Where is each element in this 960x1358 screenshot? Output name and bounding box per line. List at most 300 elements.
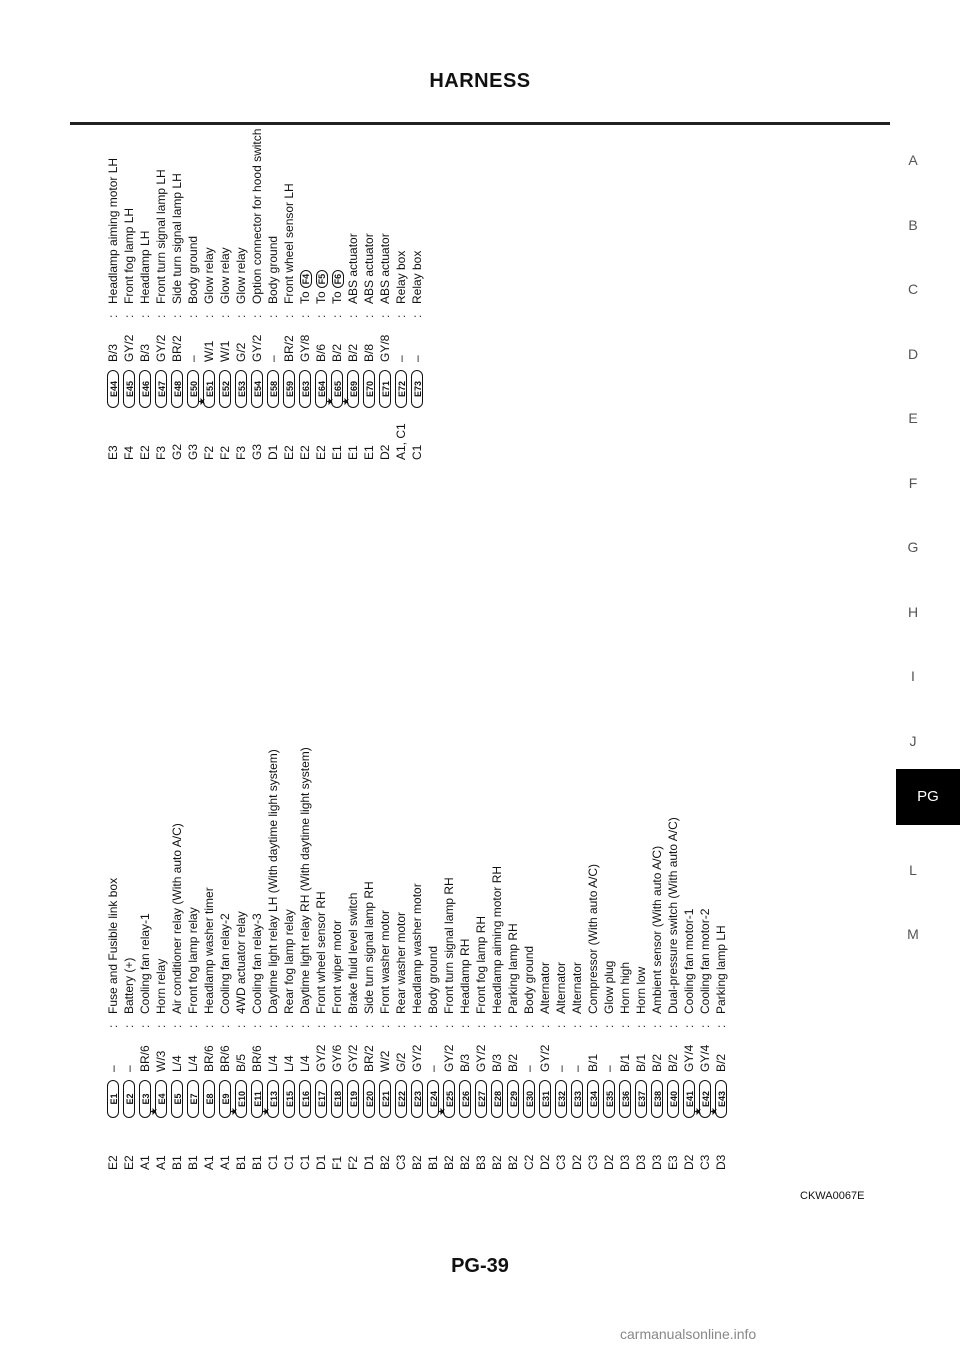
connector-color-code: B/8 <box>362 343 376 362</box>
description-text: Glow relay <box>218 247 232 304</box>
description-text: Cooling fan relay-3 <box>250 913 264 1014</box>
grid-ref: D3 <box>650 1154 664 1170</box>
separator: : <box>154 1024 168 1028</box>
connector-description <box>489 866 505 1014</box>
connector-description <box>137 913 153 1014</box>
connector-number: E19 <box>347 1080 359 1118</box>
separator: : <box>202 314 216 318</box>
connector-number: E44 <box>107 370 119 408</box>
description-text: Front turn signal lamp RH <box>442 877 456 1014</box>
grid-ref: C1 <box>298 1154 312 1170</box>
description-text: Front wheel sensor LH <box>282 183 296 304</box>
connector-color-code: B/2 <box>650 1053 664 1072</box>
star-icon: ★ <box>341 397 352 406</box>
description-text: Body ground <box>522 945 536 1014</box>
connector-color-code: B/3 <box>138 343 152 362</box>
connector-number: E45 <box>123 370 135 408</box>
connector-color-code: L/4 <box>298 1055 312 1072</box>
connector-color-code: BR/2 <box>282 335 296 362</box>
connector-description <box>633 967 649 1014</box>
separator: : <box>330 1024 344 1028</box>
connector-color-code: BR/2 <box>362 1045 376 1072</box>
connector-description <box>393 912 409 1014</box>
separator: : <box>426 1024 440 1028</box>
section-index-letter[interactable]: L <box>909 861 917 878</box>
separator: : <box>346 314 360 318</box>
separator: : <box>202 1024 216 1028</box>
grid-ref: B1 <box>250 1155 264 1170</box>
grid-ref: E2 <box>138 445 152 460</box>
connector-description <box>185 907 201 1014</box>
connector-color-code: – <box>394 355 408 362</box>
connector-number: E71 <box>379 370 391 408</box>
connector-description <box>153 959 169 1014</box>
connector-number: E70 <box>363 370 375 408</box>
description-text: Alternator <box>570 961 584 1014</box>
connector-description <box>457 939 473 1014</box>
section-index-letter[interactable]: I <box>911 668 915 684</box>
section-index-letter[interactable]: M <box>907 926 919 942</box>
separator: : <box>410 1024 424 1028</box>
connector-description <box>361 233 377 304</box>
connector-color-code: GY/2 <box>346 1044 360 1072</box>
description-text: Compressor (With auto A/C) <box>586 863 600 1014</box>
connector-description <box>361 881 377 1014</box>
section-index-letter[interactable]: H <box>907 603 919 620</box>
description-text: To <box>330 291 344 304</box>
connector-description <box>697 909 713 1014</box>
description-text: Body ground <box>266 235 280 304</box>
grid-ref: F4 <box>122 445 136 460</box>
grid-ref: C3 <box>554 1154 568 1170</box>
section-index-letter[interactable]: J <box>909 732 917 749</box>
connector-description <box>233 911 249 1014</box>
grid-ref: D2 <box>538 1154 552 1170</box>
separator: : <box>186 1024 200 1028</box>
connector-color-code: B/2 <box>714 1053 728 1072</box>
separator: : <box>122 1024 136 1028</box>
connector-description <box>233 247 249 304</box>
description-text: Glow plug <box>602 960 616 1014</box>
star-icon: ★ <box>709 1107 720 1116</box>
separator: : <box>538 1024 552 1028</box>
section-index-letter[interactable]: D <box>907 345 919 362</box>
description-text: Headlamp LH <box>138 230 152 304</box>
connector-description <box>329 920 345 1014</box>
separator: : <box>554 1024 568 1028</box>
connector-number: E29 <box>507 1080 519 1118</box>
grid-ref: E2 <box>122 1155 136 1170</box>
watermark: carmanualsonline.info <box>620 1326 757 1342</box>
connector-color-code: GY/2 <box>474 1044 488 1072</box>
connector-number: E63 <box>299 370 311 408</box>
section-index-letter[interactable]: B <box>908 216 918 233</box>
connector-number: E9 <box>219 1080 231 1118</box>
connector-color-code: W/1 <box>218 340 232 362</box>
description-text: Horn relay <box>154 958 168 1014</box>
connector-description <box>169 173 185 304</box>
connector-description <box>569 962 585 1014</box>
separator: : <box>106 1024 120 1028</box>
connector-number: E47 <box>155 370 167 408</box>
connector-description <box>649 846 665 1014</box>
description-text: Relay box <box>410 250 424 304</box>
connector-description <box>585 864 601 1014</box>
description-text: Headlamp aiming motor RH <box>490 865 504 1014</box>
separator: : <box>106 314 120 318</box>
connector-number: E20 <box>363 1080 375 1118</box>
connector-number: E72 <box>395 370 407 408</box>
grid-ref: D1 <box>314 1154 328 1170</box>
connector-color-code: GY/2 <box>250 334 264 362</box>
connector-color-code: GY/8 <box>378 334 392 362</box>
grid-ref: D2 <box>570 1154 584 1170</box>
grid-ref: G3 <box>186 443 200 460</box>
connector-description <box>713 925 729 1014</box>
connector-number: E40 <box>667 1080 679 1118</box>
connector-description <box>345 233 361 304</box>
grid-ref: E2 <box>314 445 328 460</box>
separator: : <box>314 314 328 318</box>
connector-color-code: – <box>186 355 200 362</box>
description-text: Relay box <box>394 250 408 304</box>
connector-color-code: – <box>266 355 280 362</box>
description-text: Horn high <box>618 961 632 1014</box>
connector-number: E27 <box>475 1080 487 1118</box>
grid-ref: F2 <box>202 445 216 460</box>
connector-description <box>617 962 633 1014</box>
grid-ref: C3 <box>394 1154 408 1170</box>
description-text: Glow relay <box>202 247 216 304</box>
connector-description <box>297 270 313 304</box>
description-text: To <box>314 291 328 304</box>
separator: : <box>698 1024 712 1028</box>
grid-ref: B1 <box>170 1155 184 1170</box>
separator: : <box>154 314 168 318</box>
connector-number: E64 <box>315 370 327 408</box>
separator: : <box>666 1024 680 1028</box>
description-text: Front fog lamp relay <box>186 907 200 1014</box>
separator: : <box>394 1024 408 1028</box>
separator: : <box>618 1024 632 1028</box>
connector-number: E52 <box>219 370 231 408</box>
connector-number: E13 <box>267 1080 279 1118</box>
separator: : <box>506 1024 520 1028</box>
connector-description <box>425 946 441 1014</box>
separator: : <box>602 1024 616 1028</box>
connector-color-code: – <box>522 1065 536 1072</box>
connector-color-code: GY/8 <box>298 334 312 362</box>
connector-description <box>409 251 425 304</box>
connector-description <box>537 962 553 1014</box>
connector-number: E8 <box>203 1080 215 1118</box>
description-text: Headlamp washer timer <box>202 887 216 1014</box>
connector-color-code: GY/4 <box>682 1044 696 1072</box>
description-text: Alternator <box>554 961 568 1014</box>
connector-number: E48 <box>171 370 183 408</box>
connector-number: E58 <box>267 370 279 408</box>
connector-number: E59 <box>283 370 295 408</box>
connector-description <box>281 183 297 304</box>
connector-description <box>409 883 425 1014</box>
grid-ref: D2 <box>682 1154 696 1170</box>
connector-description <box>505 923 521 1014</box>
description-text: Cooling fan relay-2 <box>218 913 232 1014</box>
page-number: PG-39 <box>451 1255 509 1277</box>
grid-ref: E2 <box>298 445 312 460</box>
connector-number: E31 <box>539 1080 551 1118</box>
connector-description <box>441 877 457 1014</box>
connector-number: E73 <box>411 370 423 408</box>
separator: : <box>410 314 424 318</box>
grid-ref: A1 <box>154 1155 168 1170</box>
connector-number: E46 <box>139 370 151 408</box>
grid-ref: B2 <box>378 1155 392 1170</box>
section-index-letter[interactable]: A <box>908 152 918 168</box>
description-text: Side turn signal lamp LH <box>170 173 184 304</box>
grid-ref: D2 <box>602 1154 616 1170</box>
grid-ref: B2 <box>458 1155 472 1170</box>
section-index-active[interactable]: PG <box>896 769 960 825</box>
connector-description <box>121 958 137 1014</box>
connector-description <box>201 247 217 304</box>
connector-description <box>313 270 329 304</box>
connector-description <box>217 247 233 304</box>
grid-ref: A1 <box>138 1155 152 1170</box>
connector-description <box>185 236 201 304</box>
description-text: Rear washer motor <box>394 911 408 1014</box>
connector-number: E28 <box>491 1080 503 1118</box>
separator: : <box>122 314 136 318</box>
separator: : <box>170 314 184 318</box>
grid-ref: F1 <box>330 1155 344 1170</box>
grid-ref: C1 <box>410 444 424 460</box>
connector-color-code: B/1 <box>634 1053 648 1072</box>
separator: : <box>234 1024 248 1028</box>
connector-color-code: B/2 <box>666 1053 680 1072</box>
grid-ref: B1 <box>426 1155 440 1170</box>
separator: : <box>650 1024 664 1028</box>
description-text: Parking lamp RH <box>506 923 520 1014</box>
to-connector-tag: F4 <box>300 270 312 289</box>
grid-ref: C1 <box>282 1154 296 1170</box>
grid-ref: E3 <box>106 445 120 460</box>
grid-ref: F3 <box>154 445 168 460</box>
separator: : <box>250 1024 264 1028</box>
separator: : <box>682 1024 696 1028</box>
grid-ref: B1 <box>234 1155 248 1170</box>
separator: : <box>170 1024 184 1028</box>
connector-number: E21 <box>379 1080 391 1118</box>
section-index-letter[interactable]: F <box>908 474 918 491</box>
connector-color-code: W/1 <box>202 340 216 362</box>
connector-number: E69 <box>347 370 359 408</box>
connector-color-code: – <box>602 1065 616 1072</box>
description-text: Front turn signal lamp LH <box>154 169 168 304</box>
grid-ref: D3 <box>714 1154 728 1170</box>
connector-number: E25 <box>443 1080 455 1118</box>
section-index-letter[interactable]: C <box>907 281 919 297</box>
grid-ref: E1 <box>330 445 344 460</box>
connector-description <box>665 817 681 1014</box>
description-text: Fuse and Fusible link box <box>106 877 120 1014</box>
connector-number: E50 <box>187 370 199 408</box>
separator: : <box>634 1024 648 1028</box>
to-connector-tag: F5 <box>316 270 328 289</box>
description-text: 4WD actuator relay <box>234 911 248 1014</box>
star-icon: ★ <box>229 1107 240 1116</box>
connector-color-code: B/2 <box>346 343 360 362</box>
connector-color-code: – <box>410 355 424 362</box>
description-text: Front fog lamp LH <box>122 207 136 304</box>
connector-description <box>377 233 393 304</box>
description-text: Cooling fan motor-2 <box>698 908 712 1014</box>
description-text: Parking lamp LH <box>714 925 728 1014</box>
connector-number: E22 <box>395 1080 407 1118</box>
description-text: Front fog lamp RH <box>474 915 488 1014</box>
connector-number: E34 <box>587 1080 599 1118</box>
connector-description <box>521 946 537 1014</box>
connector-number: E10 <box>235 1080 247 1118</box>
connector-number: E32 <box>555 1080 567 1118</box>
grid-ref: D1 <box>266 444 280 460</box>
connector-description <box>473 916 489 1014</box>
star-icon: ★ <box>325 397 336 406</box>
connector-number: E16 <box>299 1080 311 1118</box>
grid-ref: G3 <box>250 443 264 460</box>
section-index <box>896 0 960 1358</box>
connector-description <box>249 913 265 1014</box>
description-text: Body ground <box>426 945 440 1014</box>
connector-number: E37 <box>635 1080 647 1118</box>
connector-color-code: G/2 <box>234 342 248 362</box>
connector-color-code: GY/2 <box>122 334 136 362</box>
separator: : <box>362 314 376 318</box>
connector-description <box>329 270 345 304</box>
connector-color-code: GY/2 <box>538 1044 552 1072</box>
description-text: Dual-pressure switch (With auto A/C) <box>666 817 680 1014</box>
section-index-letter[interactable]: E <box>908 410 918 426</box>
connector-color-code: B/2 <box>330 343 344 362</box>
separator: : <box>490 1024 504 1028</box>
connector-color-code: – <box>554 1065 568 1072</box>
separator: : <box>282 1024 296 1028</box>
connector-color-code: B/1 <box>586 1053 600 1072</box>
grid-ref: G2 <box>170 443 184 460</box>
description-text: Option connector for hood switch <box>250 128 264 304</box>
description-text: ABS actuator <box>346 233 360 304</box>
separator: : <box>570 1024 584 1028</box>
star-icon: ★ <box>261 1107 272 1116</box>
connector-color-code: L/4 <box>266 1055 280 1072</box>
connector-number: E43 <box>715 1080 727 1118</box>
grid-ref: E1 <box>362 445 376 460</box>
star-icon: ★ <box>693 1107 704 1116</box>
grid-ref: C2 <box>522 1154 536 1170</box>
connector-color-code: – <box>106 1065 120 1072</box>
description-text: Daytime light relay RH (With daytime light system) <box>298 747 312 1014</box>
connector-number: E17 <box>315 1080 327 1118</box>
separator: : <box>266 314 280 318</box>
connector-description <box>153 169 169 304</box>
description-text: Alternator <box>538 961 552 1014</box>
star-icon: ★ <box>197 397 208 406</box>
description-text: Horn low <box>634 966 648 1014</box>
separator: : <box>474 1024 488 1028</box>
grid-ref: C3 <box>586 1154 600 1170</box>
grid-ref: A1 <box>218 1155 232 1170</box>
connector-description <box>281 909 297 1014</box>
grid-ref: E2 <box>106 1155 120 1170</box>
separator: : <box>298 1024 312 1028</box>
separator: : <box>186 314 200 318</box>
grid-ref: C1 <box>266 1154 280 1170</box>
grid-ref: A1 <box>202 1155 216 1170</box>
connector-description <box>265 236 281 304</box>
connector-color-code: B/6 <box>314 343 328 362</box>
separator: : <box>378 1024 392 1028</box>
grid-ref: D3 <box>634 1154 648 1170</box>
connector-number: E65 <box>331 370 343 408</box>
connector-number: E51 <box>203 370 215 408</box>
separator: : <box>394 314 408 318</box>
connector-color-code: BR/2 <box>170 335 184 362</box>
separator: : <box>250 314 264 318</box>
separator: : <box>378 314 392 318</box>
connector-number: E26 <box>459 1080 471 1118</box>
description-text: ABS actuator <box>378 233 392 304</box>
connector-color-code: B/2 <box>506 1053 520 1072</box>
connector-description <box>121 208 137 304</box>
description-text: Headlamp RH <box>458 938 472 1014</box>
description-text: Glow relay <box>234 247 248 304</box>
section-index-letter[interactable]: G <box>907 539 919 555</box>
description-text: Front washer motor <box>378 909 392 1014</box>
description-text: Air conditioner relay (With auto A/C) <box>170 823 184 1014</box>
connector-color-code: G/2 <box>394 1052 408 1072</box>
connector-description <box>201 887 217 1014</box>
header-rule <box>70 122 890 125</box>
separator: : <box>314 1024 328 1028</box>
separator: : <box>522 1024 536 1028</box>
connector-description <box>393 251 409 304</box>
connector-color-code: B/5 <box>234 1053 248 1072</box>
grid-ref: B3 <box>474 1155 488 1170</box>
connector-number: E24 <box>427 1080 439 1118</box>
connector-color-code: GY/2 <box>442 1044 456 1072</box>
connector-color-code: BR/6 <box>202 1045 216 1072</box>
connector-number: E5 <box>171 1080 183 1118</box>
connector-number: E7 <box>187 1080 199 1118</box>
connector-description <box>377 910 393 1014</box>
grid-ref: D2 <box>378 444 392 460</box>
connector-number: E30 <box>523 1080 535 1118</box>
description-text: Body ground <box>186 235 200 304</box>
separator: : <box>138 314 152 318</box>
connector-description <box>345 893 361 1014</box>
grid-ref: F2 <box>346 1155 360 1170</box>
grid-ref: B2 <box>442 1155 456 1170</box>
description-text: ABS actuator <box>362 233 376 304</box>
connector-description <box>105 878 121 1014</box>
connector-number: E42 <box>699 1080 711 1118</box>
separator: : <box>298 314 312 318</box>
description-text: Ambient sensor (With auto A/C) <box>650 845 664 1014</box>
separator: : <box>234 314 248 318</box>
connector-color-code: – <box>122 1065 136 1072</box>
grid-ref: D3 <box>618 1154 632 1170</box>
description-text: Daytime light relay LH (With daytime light system) <box>266 749 280 1014</box>
